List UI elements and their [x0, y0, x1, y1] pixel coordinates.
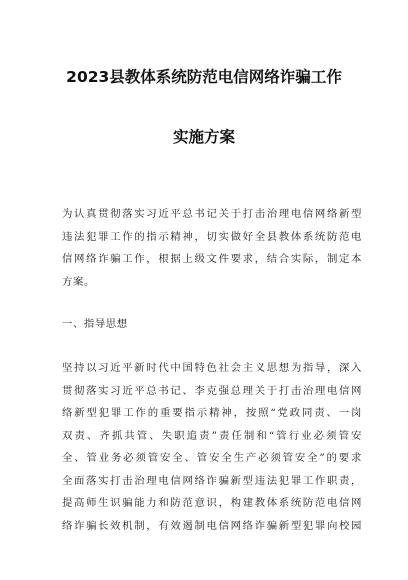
paragraph-line: 坚持以习近平新时代中国特色社会主义思想为指导，深入 [62, 362, 362, 374]
document-subtitle: 实施方案 [172, 128, 235, 146]
paragraph-line: 方案。 [62, 275, 95, 288]
paragraph-line: 全、管业务必须管安全、管安全生产必须管安全”的要求 [62, 452, 362, 464]
paragraph-line: 为认真贯彻落实习近平总书记关于打击治理电信网络新型 [62, 208, 362, 220]
paragraph-line: 络新型犯罪工作的重要指示精神，按照“党政同责、一岗 [62, 407, 362, 419]
paragraph-line: 提高师生识骗能力和防范意识，构建教体系统防范电信网 [62, 497, 362, 509]
paragraph-line: 络诈骗长效机制，有效遏制电信网络诈骗新型犯罪向校园 [62, 519, 362, 532]
section-heading [62, 313, 362, 336]
section-paragraph [62, 357, 362, 537]
paragraph-line: 全面落实打击治理电信网络诈骗新型违法犯罪工作职责， [62, 474, 362, 487]
paragraph-line: 贯彻落实习近平总书记、李克强总理关于打击治理电信网 [62, 384, 362, 397]
paragraph-line: 信网络诈骗工作，根据上级文件要求，结合实际，制定本 [62, 253, 362, 265]
paragraph-line: 违法犯罪工作的指示精神，切实做好全县教体系统防范电 [62, 230, 362, 243]
paragraph-line: 双责、齐抓共管、失职追责”责任制和“管行业必须管安 [62, 429, 362, 442]
section-heading-text: 一、指导思想 [62, 318, 128, 330]
document-title: 2023县教体系统防范电信网络诈骗工作 [66, 68, 342, 86]
intro-paragraph [62, 203, 362, 293]
